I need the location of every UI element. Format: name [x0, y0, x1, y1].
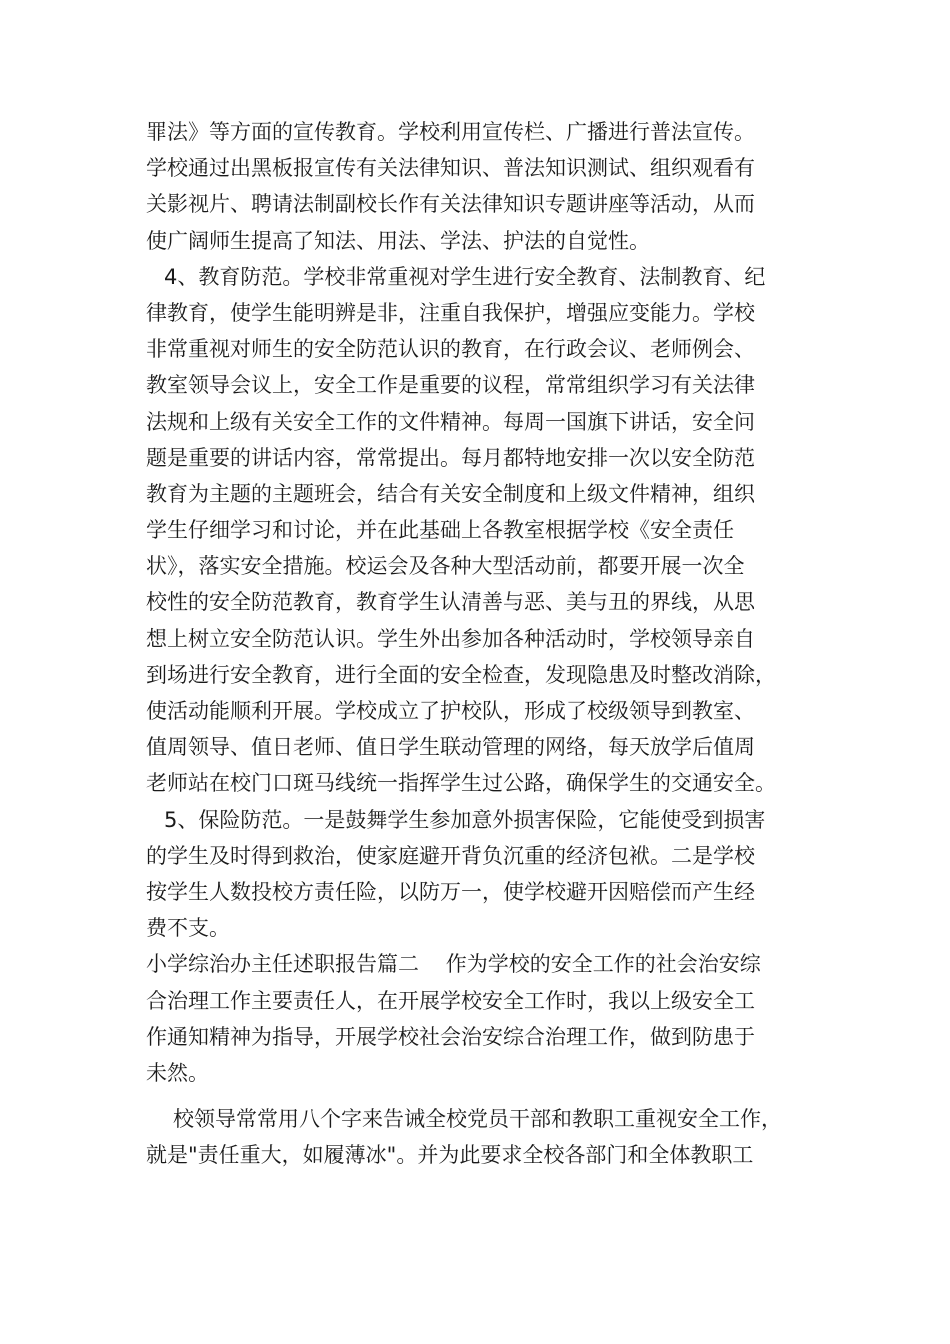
text-line: 教育为主题的主题班会，结合有关安全制度和上级文件精神，组织 [146, 481, 755, 506]
text-line: 关影视片、聘请法制副校长作有关法律知识专题讲座等活动，从而 [146, 192, 755, 217]
text-line: 学校通过出黑板报宣传有关法律知识、普法知识测试、组织观看有 [146, 156, 755, 181]
text-line: 想上树立安全防范认识。学生外出参加各种活动时，学校领导亲自 [146, 626, 755, 651]
document-body [146, 114, 836, 1173]
text-line: 值周领导、值日老师、值日学生联动管理的网络，每天放学后值周 [146, 735, 755, 760]
report-title-part-two: 小学综治办主任述职报告篇二 作为学校的安全工作的社会治安综 [146, 952, 761, 977]
text-line: 就是"责任重大，如履薄冰"。并为此要求全校各部门和全体教职工 [146, 1143, 754, 1168]
text-line: 学生仔细学习和讨论，并在此基础上各教室根据学校《安全责任 [146, 518, 734, 543]
text-line: 到场进行安全教育，进行全面的安全检查，发现隐患及时整改消除， [146, 662, 776, 687]
section-heading-education-prevention: 4、教育防范。学校非常重视对学生进行安全教育、法制教育、纪 [164, 264, 766, 289]
text-line: 的学生及时得到救治，使家庭避开背负沉重的经济包袱。二是学校 [146, 843, 755, 868]
text-line: 费不支。 [146, 916, 230, 941]
text-line: 未然。 [146, 1060, 209, 1085]
text-line: 非常重视对师生的安全防范认识的教育，在行政会议、老师例会、 [146, 337, 755, 362]
text-line: 按学生人数投校方责任险，以防万一，使学校避开因赔偿而产生经 [146, 879, 755, 904]
text-line: 校领导常常用八个字来告诫全校党员干部和教职工重视安全工作， [173, 1107, 782, 1132]
text-line: 使活动能顺利开展。学校成立了护校队，形成了校级领导到教室、 [146, 699, 755, 723]
text-line: 状》，落实安全措施。校运会及各种大型活动前，都要开展一次全 [146, 554, 745, 579]
section-heading-insurance-prevention: 5、保险防范。一是鼓舞学生参加意外损害保险，它能使受到损害 [164, 807, 766, 832]
text-line: 作通知精神为指导，开展学校社会治安综合治理工作，做到防患于 [146, 1024, 755, 1049]
text-line: 罪法》等方面的宣传教育。学校利用宣传栏、广播进行普法宣传。 [146, 120, 755, 144]
text-line: 校性的安全防范教育，教育学生认清善与恶、美与丑的界线，从思 [146, 590, 755, 615]
text-line: 法规和上级有关安全工作的文件精神。每周一国旗下讲话，安全问 [146, 409, 755, 434]
text-line: 题是重要的讲话内容，常常提出。每月都特地安排一次以安全防范 [146, 445, 755, 470]
text-line: 使广阔师生提高了知法、用法、学法、护法的自觉性。 [146, 228, 650, 253]
text-line: 教室领导会议上，安全工作是重要的议程，常常组织学习有关法律 [146, 373, 755, 398]
text-line: 合治理工作主要责任人，在开展学校安全工作时，我以上级安全工 [146, 988, 755, 1013]
text-line: 老师站在校门口斑马线统一指挥学生过公路，确保学生的交通安全。 [146, 771, 776, 796]
blank-line [146, 1091, 836, 1101]
text-line: 律教育，使学生能明辨是非，注重自我保护，增强应变能力。学校 [146, 300, 755, 325]
